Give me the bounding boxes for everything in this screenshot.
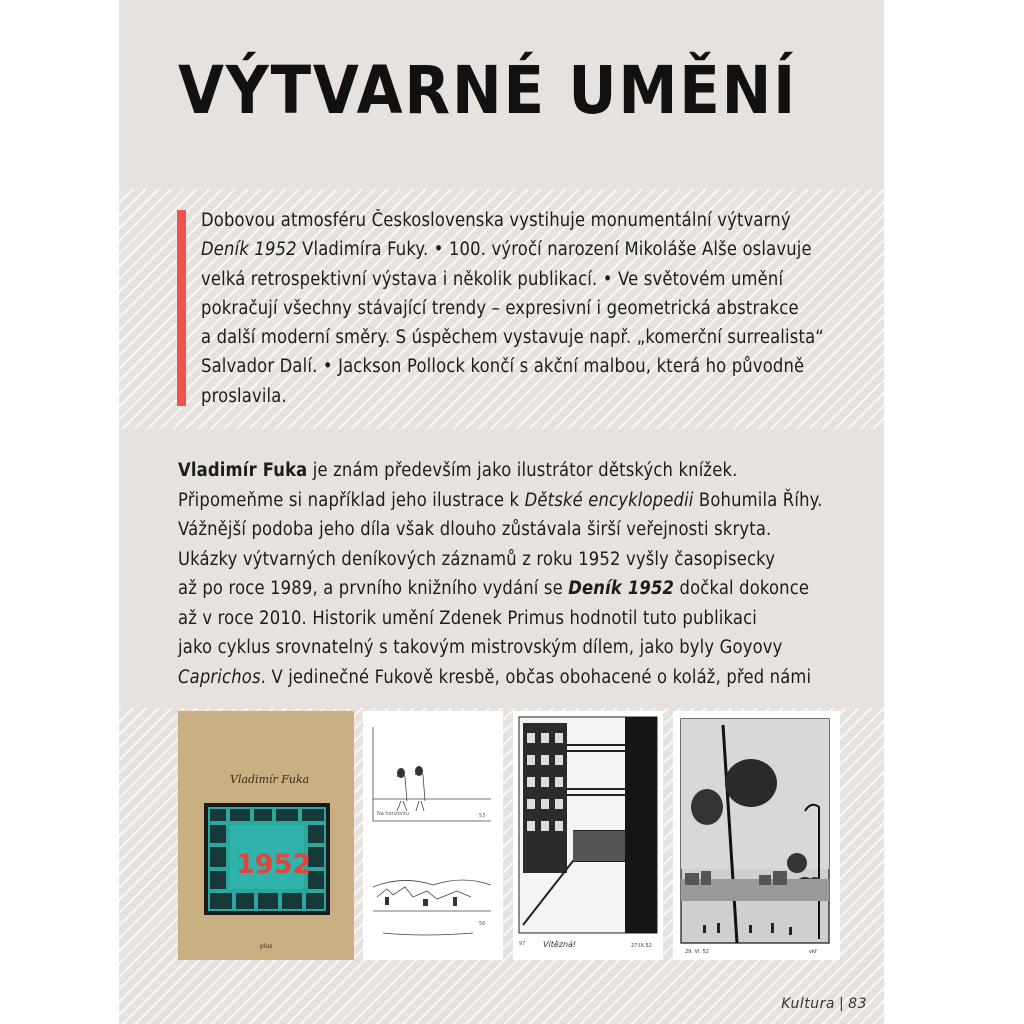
body-line: Vážnější podoba jeho díla však dlouho zůstávala širší veřejnosti skryta. (178, 519, 772, 540)
document-page (119, 0, 884, 1024)
body-line: Ukázky výtvarných deníkových záznamů z roku 1952 vyšly časopisecky (178, 548, 776, 570)
svg-text:27.IX.52: 27.IX.52 (631, 943, 652, 949)
lead-accent-bar (177, 210, 186, 406)
svg-text:56: 56 (479, 921, 486, 927)
svg-text:Vítězná!: Vítězná! (543, 940, 577, 949)
sketch-lamps-square (673, 711, 840, 960)
sketch-city-street (513, 711, 663, 960)
footer-section: Kultura (781, 996, 835, 1012)
lead-line: pokračují všechny stávající trendy – expresivní i geometrická abstrakce (201, 297, 799, 319)
lead-line: a další moderní směry. S úspěchem vystavuje např. „komerční surrealista“ (201, 327, 824, 349)
footer-separator: | (838, 996, 845, 1012)
svg-text:Na horizontu: Na horizontu (377, 811, 410, 817)
body-line: Vladimír Fuka je znám především jako ilustrátor dětských knížek. (178, 460, 738, 481)
page-title: VÝTVARNÉ UMĚNÍ (178, 52, 798, 129)
svg-text:1952: 1952 (236, 849, 312, 880)
svg-text:plus: plus (260, 943, 273, 950)
svg-text:Vladimír Fuka: Vladimír Fuka (230, 773, 310, 786)
svg-text:97: 97 (519, 941, 526, 947)
footer-page-number: 83 (848, 996, 867, 1012)
svg-text:vkf: vkf (809, 949, 817, 955)
lead-line: velká retrospektivní výstava i několik publikací. • Ve světovém umění (201, 268, 784, 290)
svg-text:29. VI. 52: 29. VI. 52 (685, 949, 709, 955)
body-line: Caprichos. V jedinečné Fukově kresbě, občas obohacené o koláž, před námi (178, 666, 812, 688)
body-line: až v roce 2010. Historik umění Zdenek Primus hodnotil tuto publikaci (178, 607, 758, 629)
body-line: až po roce 1989, a prvního knižního vydání se Deník 1952 dočkal dokonce (178, 578, 810, 599)
lead-line: Salvador Dalí. • Jackson Pollock končí s akční malbou, která ho původně (201, 356, 805, 378)
lead-line: Deník 1952 Vladimíra Fuky. • 100. výročí narození Mikoláše Alše oslavuje (201, 239, 812, 261)
book-cover-image (178, 711, 354, 960)
page-footer (781, 996, 867, 1012)
svg-text:53: 53 (479, 813, 486, 819)
lead-line: Dobovou atmosféru Československa vystihuje monumentální výtvarný (201, 210, 791, 231)
body-line: jako cyklus srovnatelný s takovým mistrovským dílem, jako byly Goyovy (178, 637, 783, 658)
body-line: Připomeňme si například jeho ilustrace k Dětské encyklopedii Bohumila Říhy. (178, 489, 823, 511)
article-body (178, 456, 844, 692)
lead-line: proslavila. (201, 385, 287, 407)
lead-paragraph (201, 206, 849, 411)
sketch-winter-figures (363, 711, 503, 960)
